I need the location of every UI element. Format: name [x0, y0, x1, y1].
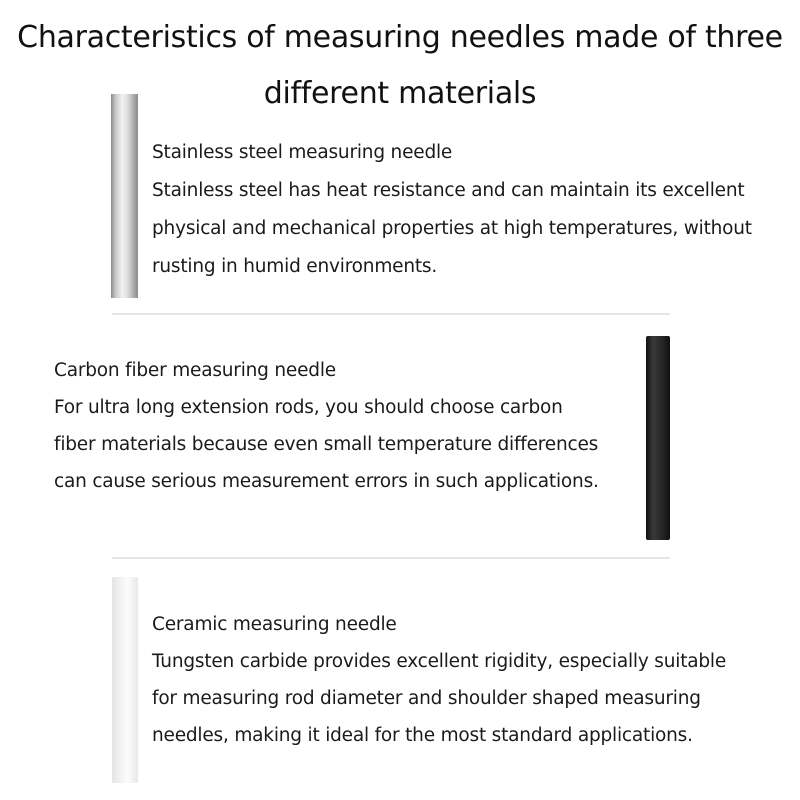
section-text-line: physical and mechanical properties at high temperatures, without [152, 218, 752, 239]
section-text-line: for measuring rod diameter and shoulder shaped measuring [152, 688, 701, 709]
section-divider [112, 313, 670, 315]
section-heading: Stainless steel measuring needle [152, 142, 453, 163]
section-text-line: Tungsten carbide provides excellent rigidity, especially suitable [152, 651, 727, 672]
section-heading: Carbon fiber measuring needle [54, 360, 336, 381]
section-text-line: For ultra long extension rods, you should choose carbon [54, 397, 563, 418]
ceramic-section [152, 606, 726, 754]
section-text-line: needles, making it ideal for the most standard applications. [152, 725, 693, 746]
section-text-line: fiber materials because even small temperature differences [54, 434, 599, 455]
section-heading: Ceramic measuring needle [152, 614, 397, 635]
stainless-steel-rod-image [111, 94, 138, 298]
section-text-line: rusting in humid environments. [152, 256, 438, 277]
section-text-line: can cause serious measurement errors in such applications. [54, 471, 599, 492]
title-line-1: Characteristics of measuring needles made of three [17, 20, 783, 55]
carbon-fiber-section [54, 352, 599, 500]
carbon-fiber-rod-image [646, 336, 670, 540]
title-line-2: different materials [263, 76, 537, 111]
section-divider [112, 557, 670, 559]
stainless-steel-section [152, 134, 752, 286]
ceramic-rod-image [112, 577, 138, 783]
section-text-line: Stainless steel has heat resistance and can maintain its excellent [152, 180, 745, 201]
